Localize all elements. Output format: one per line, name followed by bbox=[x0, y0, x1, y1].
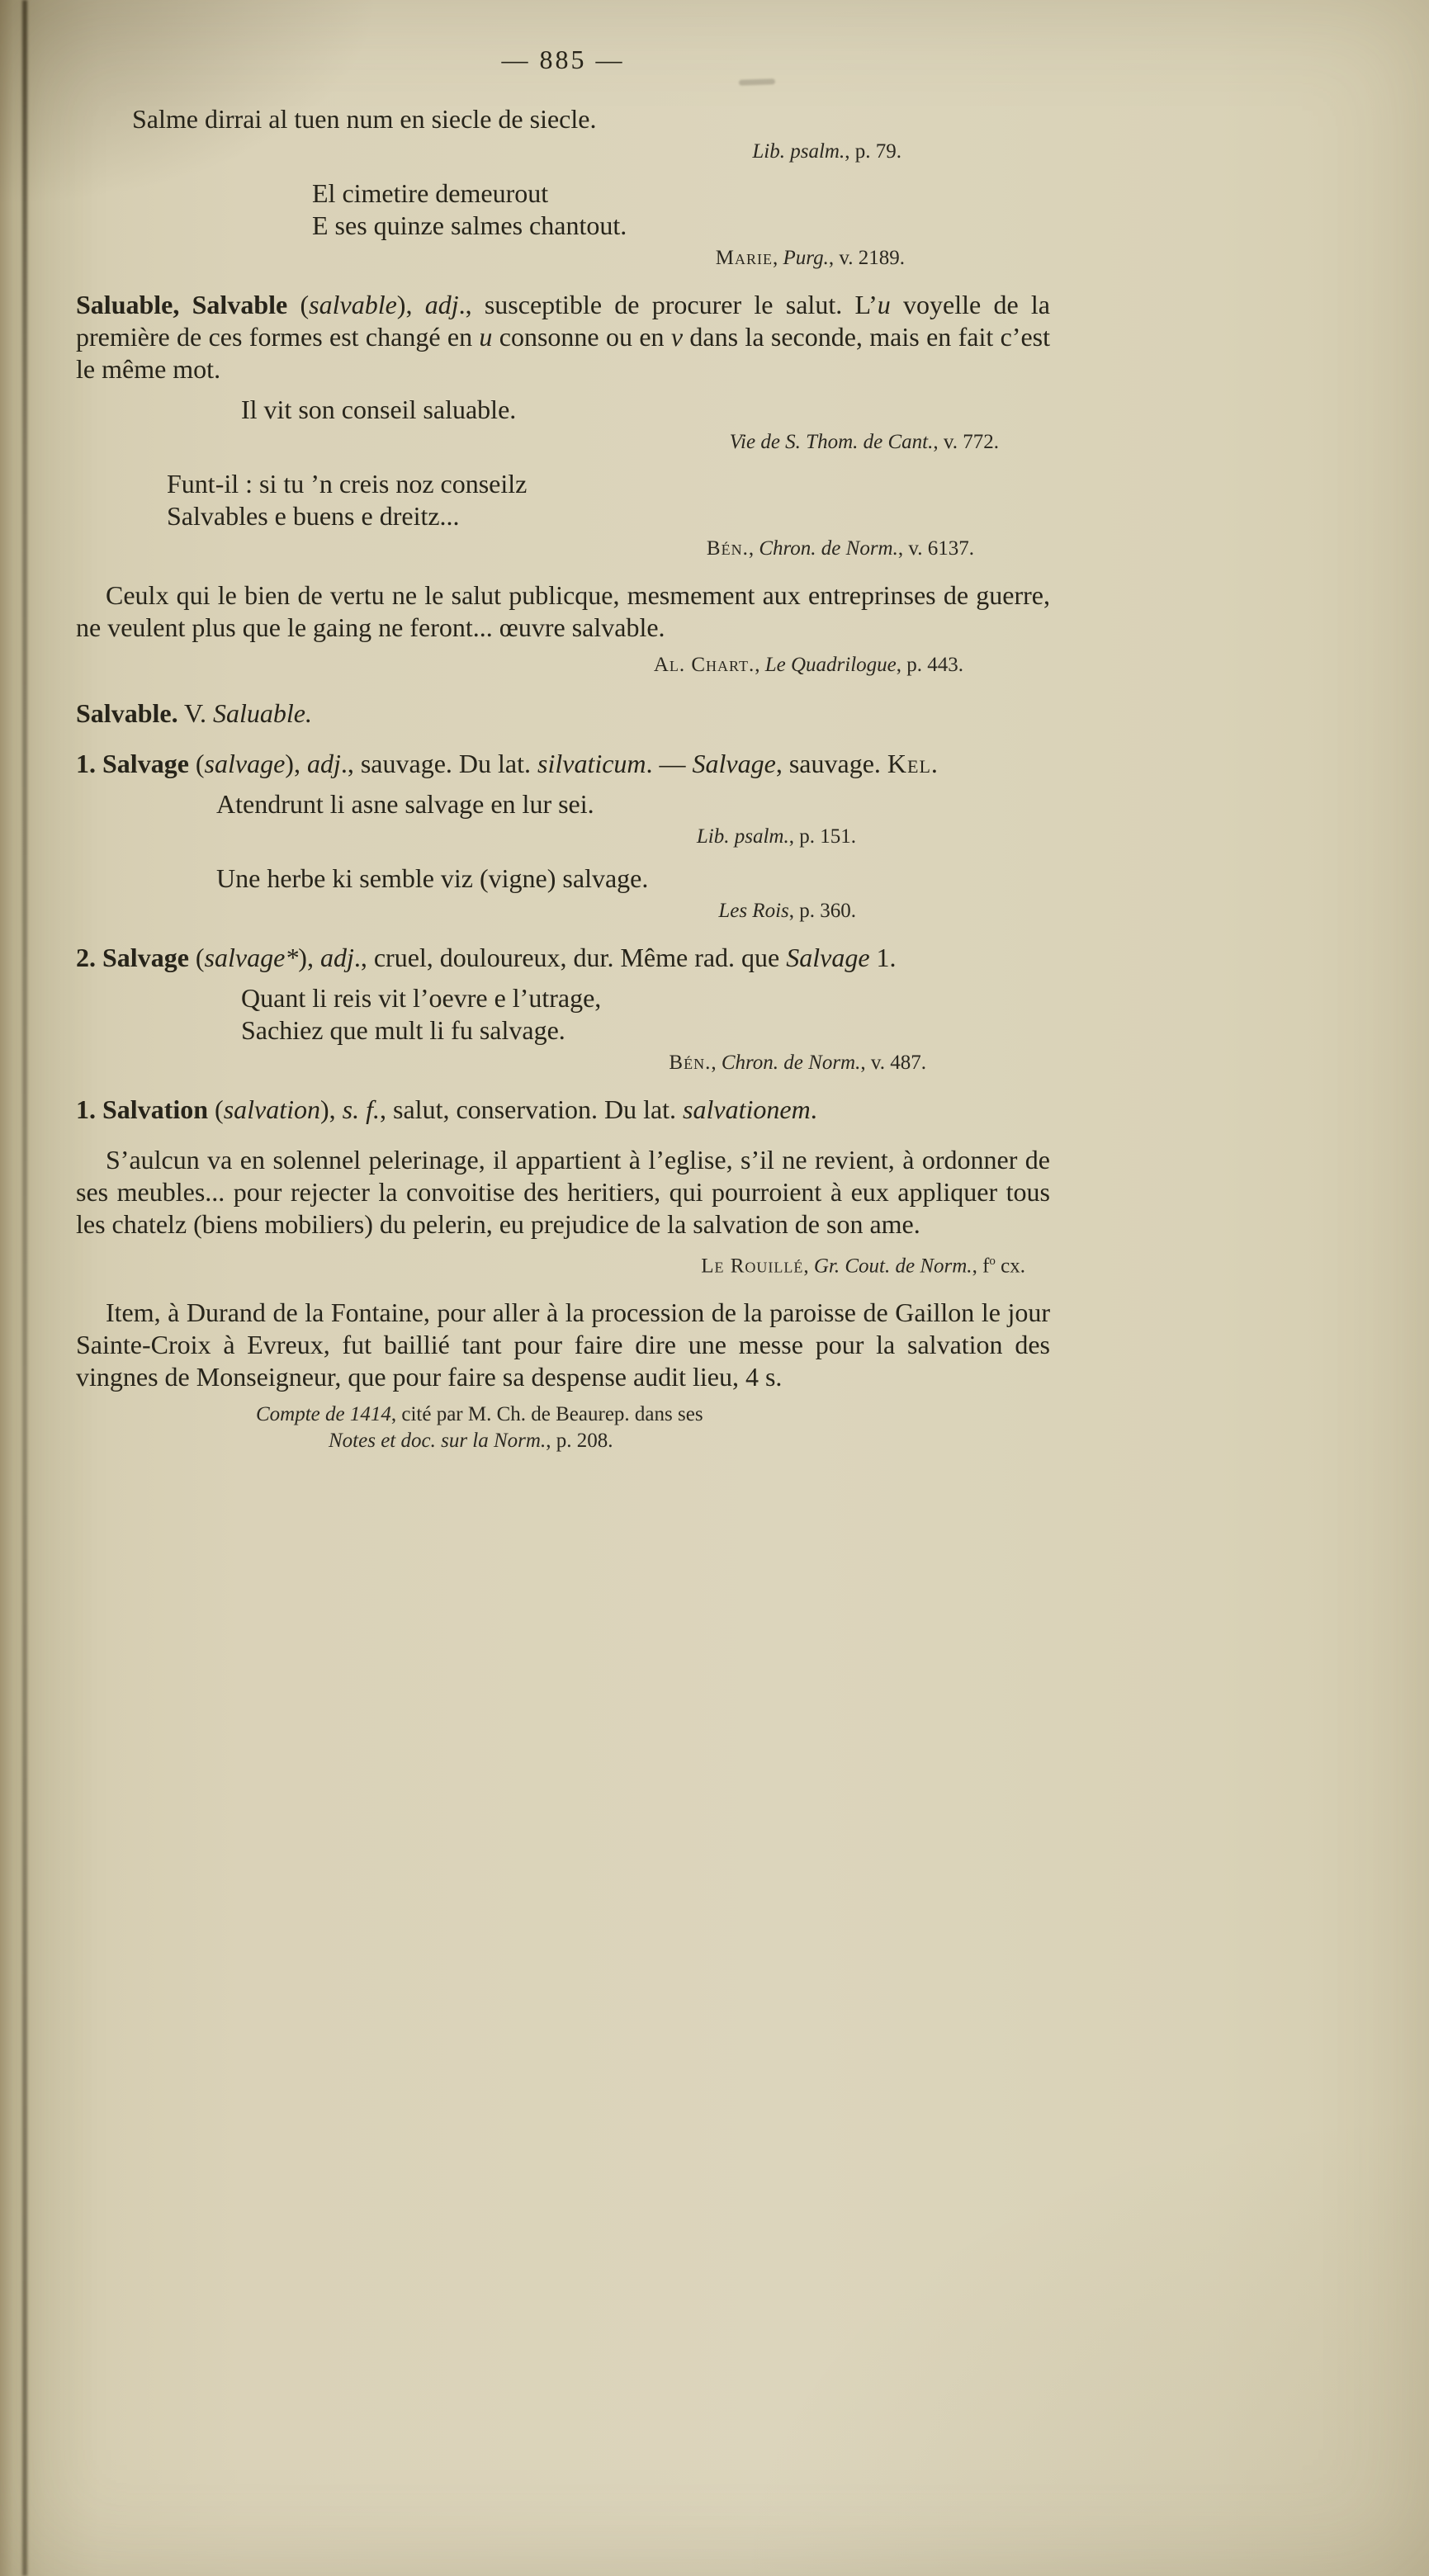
superscript-o: o bbox=[989, 1255, 996, 1268]
text: ), bbox=[320, 1094, 343, 1124]
author-name: Marie bbox=[715, 247, 774, 269]
citation-ref: , v. 2189. bbox=[828, 247, 905, 269]
citation bbox=[76, 429, 1050, 455]
verse-quote-conseil bbox=[76, 394, 1050, 426]
work-title: Purg. bbox=[783, 247, 829, 269]
citation bbox=[76, 1050, 1050, 1075]
text: 1. bbox=[869, 943, 897, 972]
headword: Saluable, Salvable bbox=[76, 290, 288, 319]
citation bbox=[76, 824, 1050, 849]
citation-ref: , v. 772. bbox=[933, 431, 999, 453]
cross-reference: Salvage bbox=[786, 943, 870, 972]
citation-line bbox=[256, 1428, 1050, 1454]
citation-ref: , p. 360. bbox=[788, 900, 856, 922]
work-title: Compte de 1414 bbox=[256, 1403, 391, 1426]
variant-form: salvage bbox=[204, 749, 286, 778]
text: , salut, conservation. Du lat. bbox=[380, 1094, 684, 1124]
headword: 2. Salvage bbox=[76, 943, 189, 972]
citation bbox=[76, 652, 1050, 678]
headword: Salvable. bbox=[76, 698, 178, 728]
citation bbox=[76, 245, 1050, 271]
verse-line: Sachiez que mult li fu salvage. bbox=[241, 1015, 565, 1045]
headword: 1. Salvage bbox=[76, 749, 189, 778]
entry-paragraph-saluable bbox=[76, 289, 1050, 385]
pos-label: s. f. bbox=[342, 1094, 381, 1124]
citation-ref: , v. 6137. bbox=[897, 537, 974, 560]
citation-ref: , p. 79. bbox=[845, 140, 901, 163]
citation bbox=[76, 536, 1050, 561]
text: , bbox=[755, 654, 765, 676]
text: ., susceptible de procurer le salut. L’ bbox=[458, 290, 878, 319]
verse-quote-funtil bbox=[76, 468, 1050, 532]
verse-line: Il vit son conseil saluable. bbox=[241, 395, 517, 424]
verse-line: Atendrunt li asne salvage en lur sei. bbox=[216, 789, 594, 819]
text: V. bbox=[177, 698, 213, 728]
citation-ref: , v. 487. bbox=[860, 1052, 926, 1074]
paragraph-item-durand: Item, à Durand de la Fontaine, pour aller à la procession de la paroisse de Gaillon le jour Sainte-Croix à Evreux, fut baillié tant pour faire dire une messe pour la salvation des vingnes de Monseigneur, que pour faire sa despense audit lieu, 4 s. bbox=[76, 1297, 1050, 1392]
source-abbrev: Kel bbox=[887, 749, 931, 778]
text: , bbox=[773, 247, 783, 269]
headword: 1. Salvation bbox=[76, 1094, 209, 1124]
text: ( bbox=[188, 943, 205, 972]
entry-paragraph-salvage-1 bbox=[76, 748, 1050, 780]
text: , sauvage. bbox=[775, 749, 887, 778]
text: , bbox=[803, 1255, 814, 1278]
verse-line: Funt-il : si tu ’n creis noz conseilz bbox=[167, 469, 528, 499]
text: ., cruel, douloureux, dur. Même rad. que bbox=[353, 943, 787, 972]
author-name: Al. Chart. bbox=[653, 654, 755, 676]
verse-quote-herbe bbox=[76, 863, 1050, 895]
work-title: Notes et doc. sur la Norm. bbox=[329, 1430, 547, 1453]
text: consonne ou en bbox=[492, 322, 671, 352]
work-title: Les Rois bbox=[718, 900, 789, 922]
text-block bbox=[76, 45, 1050, 1454]
verse-quote-cimetire bbox=[76, 177, 1050, 242]
text: , f bbox=[972, 1255, 990, 1278]
work-title: Vie de S. Thom. de Cant. bbox=[729, 431, 934, 453]
work-title: Lib. psalm. bbox=[696, 825, 789, 848]
author-name: Bén. bbox=[706, 537, 749, 560]
verse-line: E ses quinze salmes chantout. bbox=[312, 210, 627, 240]
verse-line: Quant li reis vit l’oevre e l’utrage, bbox=[241, 983, 602, 1013]
paragraph-saulcun: S’aulcun va en solennel pelerinage, il appartient à l’eglise, s’il ne revient, à ordonner de ses meubles... pour rejecter la convoitise des heritiers, qui pourroient à eux appliquer tous les chatelz (biens mobiliers) du pelerin, eu prejudice de la salvation de son ame. bbox=[76, 1145, 1050, 1239]
text: voyelle de la première de ces formes est changé en bbox=[76, 290, 1051, 352]
citation bbox=[76, 898, 1050, 924]
text: . — bbox=[646, 749, 693, 778]
text: ), bbox=[396, 290, 425, 319]
text: ., sauvage. Du lat. bbox=[340, 749, 537, 778]
citation-ref: cx. bbox=[995, 1255, 1025, 1278]
pos-label: adj bbox=[424, 290, 459, 319]
citation-line bbox=[256, 1401, 1050, 1428]
entry-paragraph-salvage-2 bbox=[76, 942, 1050, 974]
latin-etymon: salvationem bbox=[683, 1094, 811, 1124]
variant-form: salvation bbox=[223, 1094, 321, 1124]
pos-label: adj bbox=[319, 943, 354, 972]
verse-quote-salme bbox=[76, 103, 1050, 135]
letter-italic: u bbox=[479, 322, 493, 352]
citation-ref: , p. 443. bbox=[896, 654, 963, 676]
citation-ref: , p. 208. bbox=[546, 1430, 613, 1453]
citation-ref: , p. 151. bbox=[788, 825, 856, 848]
variant-form: salvage* bbox=[204, 943, 299, 972]
text: ( bbox=[287, 290, 310, 319]
text: . bbox=[930, 749, 938, 778]
text: ), bbox=[298, 943, 320, 972]
text: . bbox=[810, 1094, 817, 1124]
author-name: Le Rouillé bbox=[701, 1255, 804, 1278]
work-title: Chron. de Norm. bbox=[759, 537, 898, 560]
author-name: Bén. bbox=[669, 1052, 712, 1074]
letter-italic: v bbox=[670, 322, 684, 352]
pos-label: adj bbox=[306, 749, 341, 778]
citation-compte bbox=[256, 1401, 1050, 1454]
cross-reference: Saluable. bbox=[212, 698, 312, 728]
book-gutter-shadow bbox=[22, 0, 27, 2576]
latin-etymon: silvaticum bbox=[537, 749, 646, 778]
text: ( bbox=[208, 1094, 224, 1124]
work-title: Le Quadrilogue bbox=[764, 654, 897, 676]
citation bbox=[76, 139, 1050, 164]
verse-line: Salme dirrai al tuen num en siecle de siecle. bbox=[132, 104, 597, 134]
verse-quote-atendrunt bbox=[76, 788, 1050, 820]
text: , bbox=[711, 1052, 722, 1074]
letter-italic: u bbox=[877, 290, 891, 319]
text: , cité par M. Ch. de Beaurep. dans ses bbox=[390, 1403, 703, 1426]
verse-line: Salvables e buens e dreitz... bbox=[167, 501, 460, 531]
text: dans la seconde, mais en fait c’est le même mot. bbox=[76, 322, 1051, 384]
verse-line: Une herbe ki semble viz (vigne) salvage. bbox=[216, 863, 649, 893]
variant-form: Salvage bbox=[692, 749, 776, 778]
citation bbox=[76, 1249, 1050, 1279]
paragraph-ceulx: Ceulx qui le bien de vertu ne le salut publicque, mesmement aux entreprinses de guerre, ne veulent plus que le gaing ne feront... œuvre salvable. bbox=[76, 580, 1050, 642]
work-title: Lib. psalm. bbox=[752, 140, 845, 163]
text: ( bbox=[188, 749, 205, 778]
text: ), bbox=[285, 749, 307, 778]
entry-cross-reference-salvable bbox=[76, 697, 1050, 730]
work-title: Gr. Cout. de Norm. bbox=[813, 1255, 972, 1278]
entry-paragraph-salvation bbox=[76, 1094, 1050, 1126]
variant-form: salvable bbox=[309, 290, 397, 319]
text: , bbox=[748, 537, 759, 560]
verse-line: El cimetire demeurout bbox=[312, 178, 549, 208]
page-number: — 885 — bbox=[501, 45, 625, 74]
verse-quote-quant bbox=[76, 982, 1050, 1047]
work-title: Chron. de Norm. bbox=[721, 1052, 861, 1074]
